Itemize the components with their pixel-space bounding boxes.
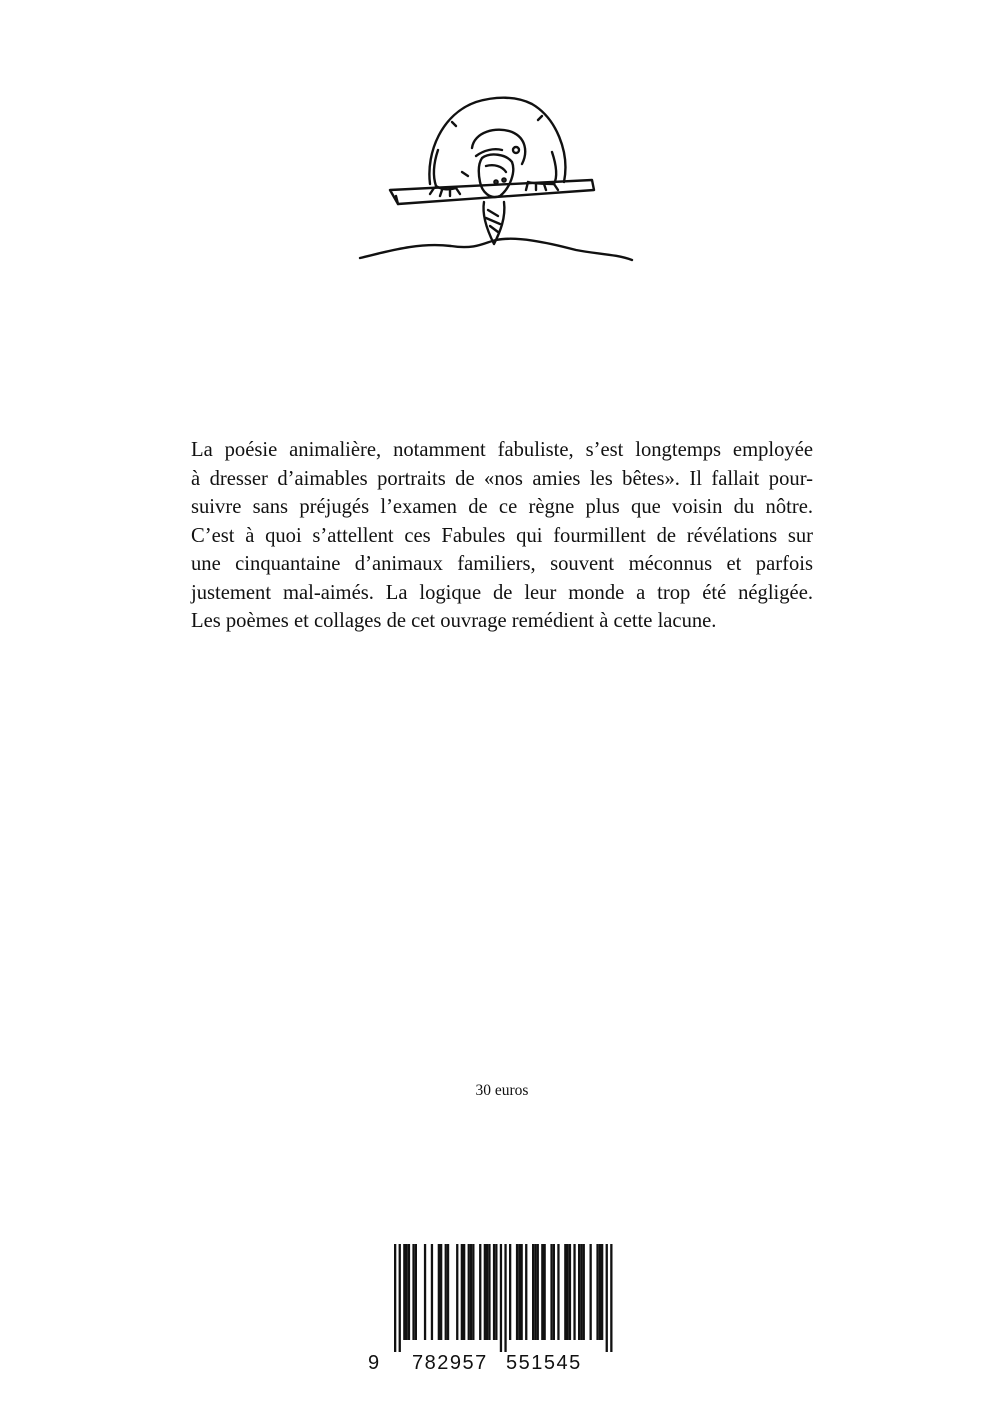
- barcode-bar: [541, 1244, 543, 1340]
- barcode-bar: [537, 1244, 539, 1340]
- barcode-bar: [521, 1244, 523, 1340]
- barcode-right-group: 551545: [506, 1352, 582, 1374]
- barcode-bar: [493, 1244, 495, 1340]
- barcode-bar: [534, 1244, 536, 1340]
- barcode-bar: [424, 1244, 426, 1340]
- platypus-illustration: [356, 92, 636, 264]
- barcode-bar: [412, 1244, 414, 1340]
- barcode-bar: [403, 1244, 405, 1340]
- barcode-left-group: 782957: [412, 1352, 488, 1374]
- barcode-bar: [553, 1244, 555, 1340]
- barcode-guard-bar: [394, 1244, 396, 1352]
- barcode-bar: [599, 1244, 601, 1340]
- barcode-bar: [486, 1244, 488, 1340]
- blurb-line: justement mal-aimés. La logique de leur monde a trop été négligée.: [191, 581, 813, 604]
- barcode-bar: [567, 1244, 569, 1340]
- barcode-icon: [366, 1240, 626, 1352]
- barcode-bar: [445, 1244, 447, 1340]
- barcode-bar: [470, 1244, 472, 1340]
- blurb-line: La poésie animalière, notamment fabuliste, s’est longtemps employée: [191, 439, 813, 461]
- blurb-line: suivre sans préjugés l’examen de ce règne plus que voisin du nôtre.: [191, 496, 813, 518]
- barcode-bar: [590, 1244, 592, 1340]
- barcode-bar: [484, 1244, 486, 1340]
- barcode-first-digit: 9: [368, 1352, 381, 1374]
- barcode-bar: [440, 1244, 442, 1340]
- barcode-bar: [509, 1244, 511, 1340]
- barcode-bar: [564, 1244, 566, 1340]
- barcode-bar: [596, 1244, 598, 1340]
- barcode-guard-bar: [399, 1244, 401, 1352]
- barcode-bar: [601, 1244, 603, 1340]
- barcode-bar: [557, 1244, 559, 1340]
- barcode-bar: [461, 1244, 463, 1340]
- barcode-bar: [472, 1244, 474, 1340]
- price-label: 30 euros: [475, 1082, 529, 1099]
- barcode-bar: [408, 1244, 410, 1340]
- barcode-bar: [518, 1244, 520, 1340]
- back-cover-blurb: [191, 436, 813, 636]
- barcode-bar: [532, 1244, 534, 1340]
- isbn-barcode: [366, 1240, 626, 1390]
- barcode-guard-bar: [606, 1244, 608, 1352]
- blurb-line: Les poèmes et collages de cet ouvrage remédient à cette lacune.: [191, 610, 717, 632]
- barcode-bar: [573, 1244, 575, 1340]
- barcode-bar: [479, 1244, 481, 1340]
- barcode-guard-bar: [504, 1244, 506, 1352]
- barcode-bar: [415, 1244, 417, 1340]
- barcode-guard-bar: [500, 1244, 502, 1352]
- blurb-line: une cinquantaine d’animaux familiers, souvent méconnus et parfois: [191, 553, 813, 575]
- platypus-on-plank-drawing-icon: [356, 92, 636, 264]
- barcode-bar: [583, 1244, 585, 1340]
- barcode-bar: [447, 1244, 449, 1340]
- blurb-line: à dresser d’aimables portraits de «nos amies les bêtes». Il fallait pour-: [191, 467, 813, 490]
- barcode-bar: [431, 1244, 433, 1340]
- barcode-bar: [544, 1244, 546, 1340]
- barcode-guard-bar: [610, 1244, 612, 1352]
- blurb-line: C’est à quoi s’attellent ces Fabules qui fourmillent de révélations sur: [191, 524, 813, 547]
- barcode-bar: [516, 1244, 518, 1340]
- barcode-bar: [495, 1244, 497, 1340]
- barcode-bar: [525, 1244, 527, 1340]
- barcode-bar: [569, 1244, 571, 1340]
- barcode-digits: [366, 1352, 626, 1382]
- barcode-bar: [468, 1244, 470, 1340]
- barcode-bar: [488, 1244, 490, 1340]
- barcode-bar: [438, 1244, 440, 1340]
- barcode-bar: [578, 1244, 580, 1340]
- barcode-bar: [456, 1244, 458, 1340]
- barcode-bar: [580, 1244, 582, 1340]
- barcode-bar: [550, 1244, 552, 1340]
- barcode-bar: [406, 1244, 408, 1340]
- barcode-bar: [463, 1244, 465, 1340]
